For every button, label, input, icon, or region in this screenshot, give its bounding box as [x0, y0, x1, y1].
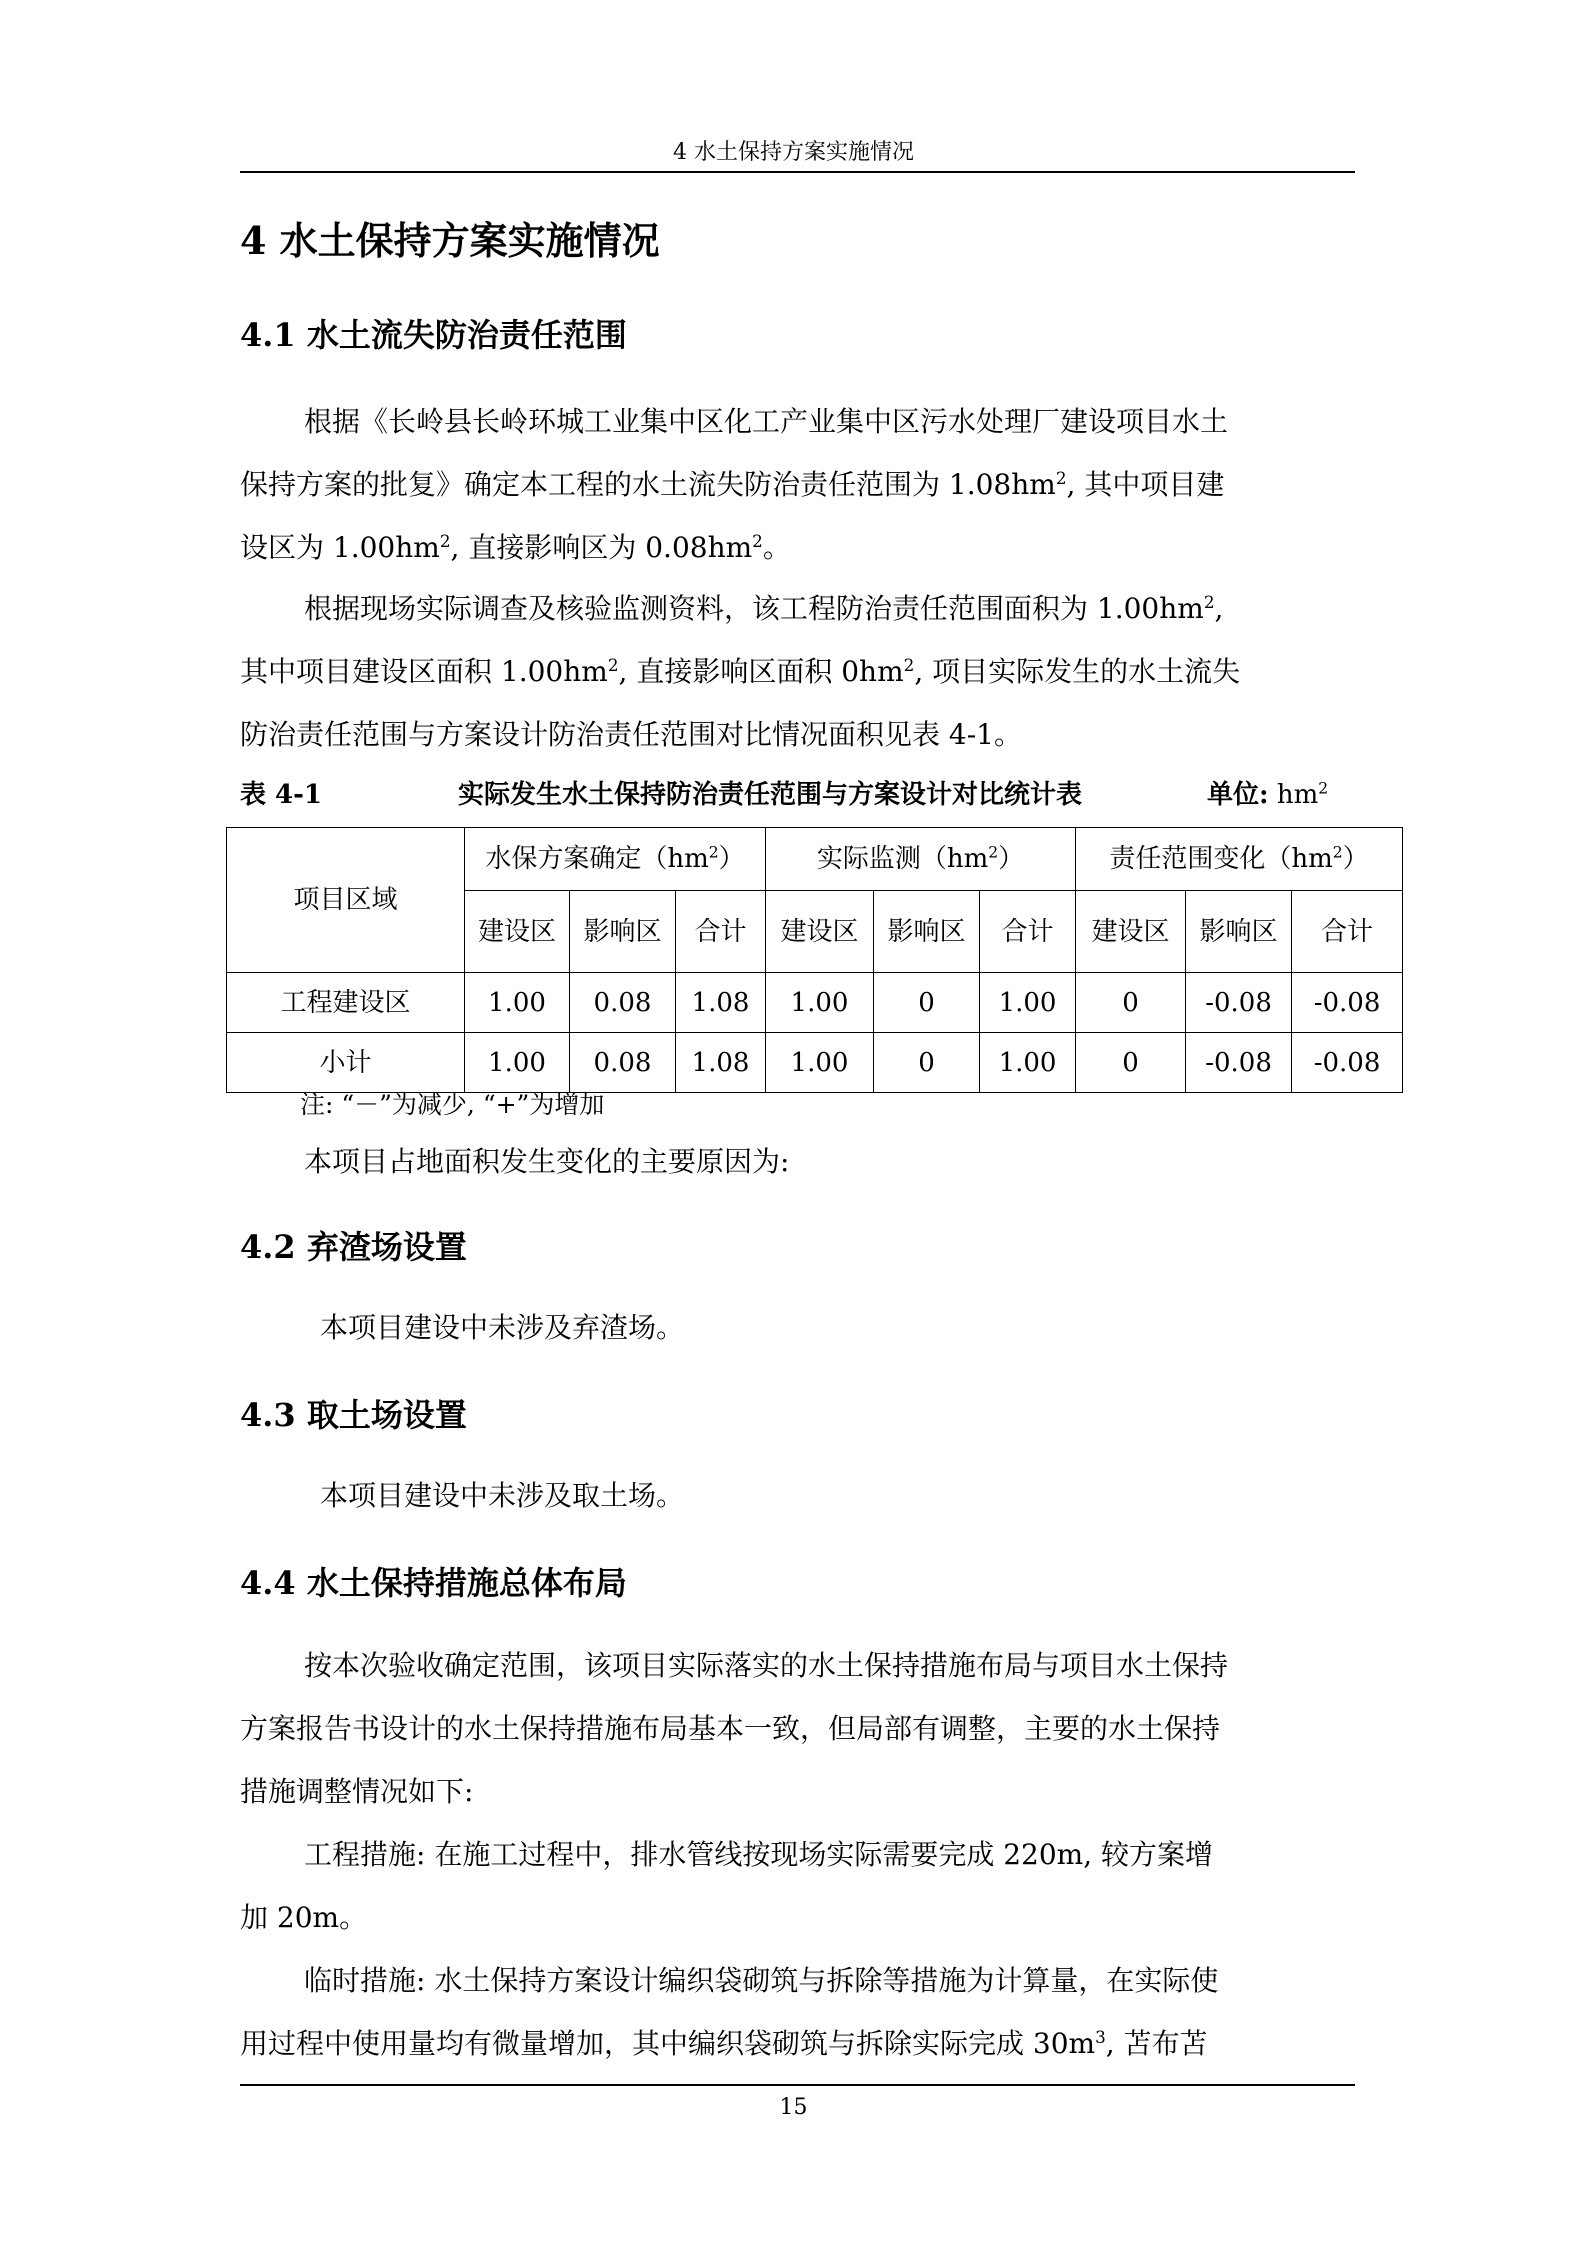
table-cell: 1.08 [676, 1033, 766, 1093]
text-line: 方案报告书设计的水土保持措施布局基本一致，但局部有调整，主要的水土保持 [240, 1712, 1221, 1745]
section-4-3-title: 4.3 取土场设置 [240, 1396, 467, 1434]
text-line: 按本次验收确定范围，该项目实际落实的水土保持措施布局与项目水土保持 [304, 1649, 1229, 1682]
header-monitored: 实际监测$(hm^2)$ [766, 828, 1076, 891]
table-cell: -0.08 [1292, 973, 1403, 1033]
table-label: 表 4-1 [240, 780, 323, 810]
section-4-4-title: 4.4 水土保持措施总体布局 [240, 1564, 627, 1602]
subheader-cell: 建设区 [465, 891, 570, 973]
text-line: 加 20m。 [240, 1901, 368, 1934]
table-row [227, 1033, 1403, 1093]
section-4-1-title: 4.1 水土流失防治责任范围 [240, 316, 627, 354]
text-line: 用过程中使用量均有微量增加，其中编织袋砌筑与拆除实际完成 $30m^3$, 苫布苫 [240, 2026, 1208, 2060]
subheader-cell: 合计 [980, 891, 1076, 973]
table-cell: 0 [1076, 973, 1186, 1033]
subheader-cell: 建设区 [766, 891, 874, 973]
text-line: 临时措施: 水土保持方案设计编织袋砌筑与拆除等措施为计算量，在实际使 [304, 1964, 1219, 1997]
subheader-cell: 影响区 [874, 891, 980, 973]
row-name: 小计 [227, 1033, 465, 1093]
table-cell: 1.00 [980, 1033, 1076, 1093]
running-header: 4 水土保持方案实施情况 [673, 140, 914, 165]
table-unit-label: 单位: [1207, 780, 1269, 810]
comparison-table [226, 827, 1403, 1093]
section-4-3-body: 本项目建设中未涉及取土场。 [320, 1479, 685, 1512]
table-cell: 1.08 [676, 973, 766, 1033]
section-4-4-paragraph-3 [240, 1949, 1355, 2075]
text-line: 保持方案的批复》确定本工程的水土流失防治责任范围为 $1.08hm^2$, 其中项目建 [240, 467, 1225, 501]
page-number: 15 [779, 2095, 808, 2120]
subheader-cell: 建设区 [1076, 891, 1186, 973]
text-line: 工程措施: 在施工过程中，排水管线按现场实际需要完成 220m, 较方案增 [304, 1838, 1214, 1871]
header-change: 责任范围变化$(hm^2)$ [1076, 828, 1403, 891]
subheader-cell: 影响区 [1186, 891, 1292, 973]
text-line: 其中项目建设区面积 $1.00hm^2$, 直接影响区面积 $0hm^2$, 项目实际发生的水土流失 [240, 654, 1241, 688]
section-4-2-title: 4.2 弃渣场设置 [240, 1228, 467, 1266]
subheader-cell: 合计 [1292, 891, 1403, 973]
table-cell: 1.00 [766, 1033, 874, 1093]
row-name: 工程建设区 [227, 973, 465, 1033]
header-rule [240, 171, 1355, 173]
table-note: 注: “－”为减少, “+”为增加 [300, 1090, 605, 1119]
table-row [227, 973, 1403, 1033]
table-header-row [227, 828, 1403, 891]
table-cell: 0 [874, 973, 980, 1033]
section-4-2-body: 本项目建设中未涉及弃渣场。 [320, 1311, 685, 1344]
table-cell: -0.08 [1186, 1033, 1292, 1093]
table-cell: -0.08 [1292, 1033, 1403, 1093]
text-line: 防治责任范围与方案设计防治责任范围对比情况面积见表 4-1。 [240, 718, 1022, 751]
section-4-1-paragraph-2 [240, 577, 1355, 766]
header-area: 项目区域 [227, 828, 465, 973]
text-line: 根据现场实际调查及核验监测资料，该工程防治责任范围面积为 $1.00hm^2$, [304, 591, 1224, 625]
table-cell: 1.00 [980, 973, 1076, 1033]
table-cell: -0.08 [1186, 973, 1292, 1033]
table-title: 实际发生水土保持防治责任范围与方案设计对比统计表 [458, 780, 1083, 810]
table-cell: 1.00 [465, 973, 570, 1033]
subheader-cell: 影响区 [570, 891, 676, 973]
text-line: 根据《长岭县长岭环城工业集中区化工产业集中区污水处理厂建设项目水土 [304, 405, 1229, 438]
section-4-4-paragraph-2 [240, 1823, 1355, 1949]
subheader-cell: 合计 [676, 891, 766, 973]
section-4-4-paragraph-1 [240, 1634, 1355, 1823]
table-unit [1207, 774, 1328, 811]
table-cell: 0 [1076, 1033, 1186, 1093]
table-cell: 0 [874, 1033, 980, 1093]
text-line: 措施调整情况如下: [240, 1775, 474, 1808]
table-cell: 1.00 [766, 973, 874, 1033]
table-unit-value: $hm^2$ [1276, 779, 1329, 810]
section-4-1-reason: 本项目占地面积发生变化的主要原因为: [304, 1145, 790, 1178]
table-cell: 0.08 [570, 973, 676, 1033]
chapter-title: 4 水土保持方案实施情况 [240, 218, 660, 263]
header-plan: 水保方案确定$(hm^2)$ [465, 828, 766, 891]
section-4-1-paragraph-1 [240, 390, 1355, 579]
table-cell: 0.08 [570, 1033, 676, 1093]
table-cell: 1.00 [465, 1033, 570, 1093]
text-line: 设区为 $1.00hm^2$, 直接影响区为 $0.08hm^2$。 [240, 530, 791, 564]
footer-rule [240, 2084, 1355, 2086]
